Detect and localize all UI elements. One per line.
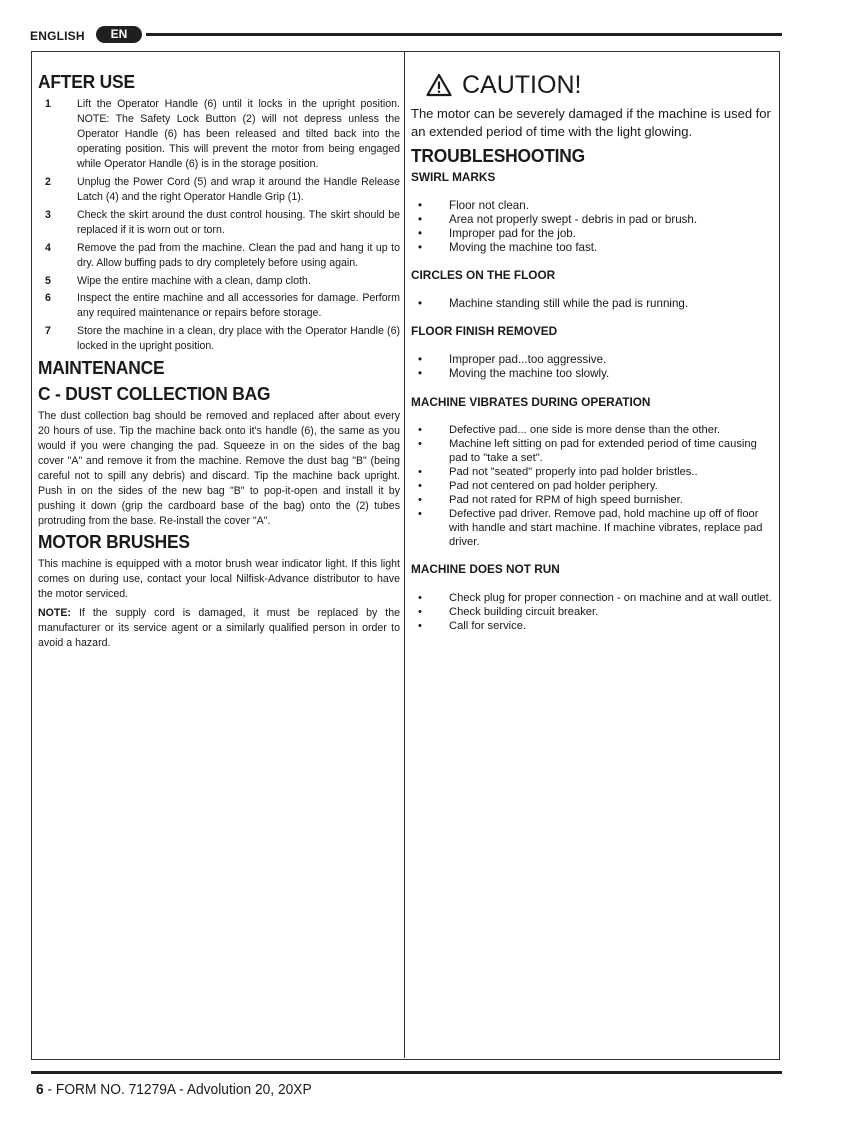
form-number: - FORM NO. 71279A - Advolution 20, 20XP: [43, 1082, 312, 1098]
after-use-step: 5 Wipe the entire machine with a clean, damp cloth.: [45, 275, 311, 287]
trouble-item: • Area not properly swept - debris in pad or brush.: [411, 213, 773, 227]
motor-brushes-title: MOTOR BRUSHES: [38, 531, 190, 552]
right-column: [411, 51, 773, 633]
column-divider: [404, 51, 405, 1058]
after-use-step: 7 Store the machine in a clean, dry place with the Operator Handle (6) locked in the upright position.: [45, 325, 400, 352]
trouble-item: • Improper pad...too aggressive.: [411, 353, 773, 367]
after-use-step: 2 Unplug the Power Cord (5) and wrap it around the Handle Release Latch (4) and the right Operator Handle Grip (1).: [45, 176, 400, 203]
language-label: ENGLISH: [30, 29, 85, 43]
trouble-heading-swirl: SWIRL MARKS: [411, 170, 496, 184]
motor-brushes-text: This machine is equipped with a motor brush wear indicator light. If this light comes on during use, contact your local Nilfisk-Advance distributor to have the motor serviced.: [38, 558, 400, 600]
trouble-item: • Machine left sitting on pad for extended period of time causing pad to "take a set".: [411, 437, 773, 465]
trouble-item: • Machine standing still while the pad is running.: [411, 297, 773, 311]
dust-bag-text: The dust collection bag should be removed and replaced after about every 20 hours of use. Tip the machine back onto it's handle (6), the same as you would if you were changing the pad. Squeeze in on the sides of the bag cover "A" and remove it from the machine. Remove the dust bag "B" (being careful not to spill any debris) and discard. Tip the machine back upright. Push in on the sides of the new bag "B" to pop-it-open and install it by pushing it down (grip the cardboard base of the bag) onto the (2) tubes protruding from the base. Re-install the cover "A".: [38, 410, 400, 527]
page-footer: [36, 1081, 312, 1099]
trouble-item: • Check building circuit breaker.: [411, 605, 773, 619]
troubleshooting-title: TROUBLESHOOTING: [411, 145, 585, 166]
after-use-step: 6 Inspect the entire machine and all accessories for damage. Perform any required maintenance or repairs before storage.: [45, 292, 400, 319]
trouble-item: • Defective pad driver. Remove pad, hold machine up off of floor with handle and start machine. If machine vibrates, replace pad driver.: [411, 507, 773, 549]
trouble-item: • Check plug for proper connection - on machine and at wall outlet.: [411, 591, 773, 605]
after-use-step: 1 Lift the Operator Handle (6) until it locks in the upright position. NOTE: The Safety Lock Button (2) will not depress unless the Operator Handle (6) has been released and tilted back into the operating position. This will prevent the motor from being engaged while Operator Handle (6) is in the storage position.: [45, 98, 400, 170]
caution-text: The motor can be severely damaged if the machine is used for an extended period of time with the light glowing.: [411, 106, 771, 139]
page-number: 6: [36, 1082, 44, 1098]
trouble-list-circles: [411, 297, 773, 311]
trouble-item: • Call for service.: [411, 619, 773, 633]
trouble-heading-not-run: MACHINE DOES NOT RUN: [411, 562, 560, 576]
header-rule: [146, 33, 782, 36]
left-column: [38, 51, 400, 651]
trouble-item: • Moving the machine too fast.: [411, 241, 773, 255]
trouble-list-finish: [411, 353, 773, 381]
trouble-heading-vibrates: MACHINE VIBRATES DURING OPERATION: [411, 395, 651, 409]
trouble-item: • Pad not centered on pad holder periphery.: [411, 479, 773, 493]
trouble-item: • Pad not "seated" properly into pad holder bristles..: [411, 465, 773, 479]
language-badge: EN: [96, 26, 142, 43]
trouble-item: • Floor not clean.: [411, 199, 773, 213]
after-use-title: AFTER USE: [38, 71, 135, 92]
caution-heading: [426, 70, 773, 100]
trouble-heading-finish: FLOOR FINISH REMOVED: [411, 324, 558, 338]
maintenance-title: MAINTENANCE: [38, 357, 165, 378]
caution-title: CAUTION!: [462, 71, 582, 99]
trouble-list-vibrates: [411, 423, 773, 549]
after-use-step: 3 Check the skirt around the dust control housing. The skirt should be replaced if it is worn out or torn.: [45, 209, 400, 236]
trouble-list-swirl: [411, 199, 773, 255]
supply-cord-note: NOTE: If the supply cord is damaged, it must be replaced by the manufacturer or its service agent or a similarly qualified person in order to avoid a hazard.: [38, 607, 400, 649]
footer-rule: [31, 1071, 782, 1074]
trouble-heading-circles: CIRCLES ON THE FLOOR: [411, 268, 556, 282]
trouble-list-not-run: [411, 591, 773, 633]
dust-bag-title: C - DUST COLLECTION BAG: [38, 383, 271, 404]
trouble-item: • Improper pad for the job.: [411, 227, 773, 241]
warning-triangle-icon: [426, 73, 452, 97]
trouble-item: • Moving the machine too slowly.: [411, 367, 773, 381]
after-use-step: 4 Remove the pad from the machine. Clean the pad and hang it up to dry. Allow buffing pads to dry completely before using again.: [45, 242, 400, 269]
trouble-item: • Defective pad... one side is more dense than the other.: [411, 423, 773, 437]
trouble-item: • Pad not rated for RPM of high speed burnisher.: [411, 493, 773, 507]
page-header: [30, 26, 782, 46]
after-use-steps: [38, 97, 400, 354]
